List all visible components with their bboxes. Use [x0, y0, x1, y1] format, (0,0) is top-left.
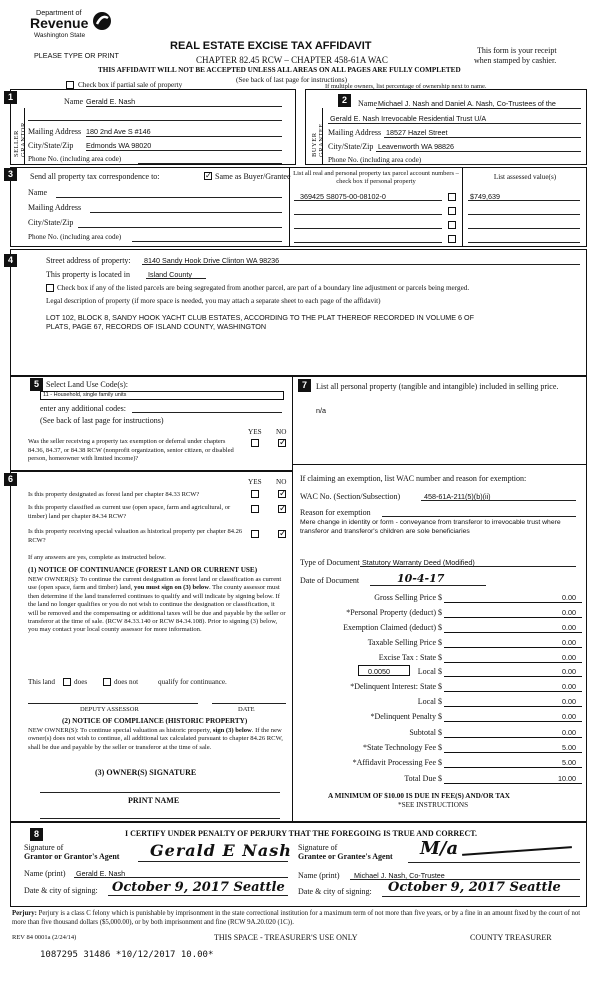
- s5-yes-header: YES: [248, 428, 262, 436]
- s6-q1-no-checkbox[interactable]: [278, 490, 286, 498]
- county-value[interactable]: Island County: [148, 270, 192, 279]
- same-as-buyer-checkbox[interactable]: ✓: [205, 171, 212, 180]
- cashier-stamp: 1087295 31486 *10/12/2017 10.00*: [40, 950, 214, 960]
- grantee-date-value[interactable]: October 9, 2017 Seattle: [388, 880, 561, 895]
- s3-city-label: City/State/Zip: [28, 218, 74, 227]
- perjury-label: Perjury:: [12, 910, 37, 917]
- revenue-logo: [30, 8, 110, 44]
- send-correspondence-label: Send all property tax correspondence to:: [30, 172, 160, 181]
- s6-q1-yes-checkbox[interactable]: [251, 490, 259, 498]
- doc-type-value[interactable]: Statutory Warranty Deed (Modified): [362, 558, 475, 567]
- parcel-personal-checkbox-3[interactable]: [448, 221, 456, 229]
- tax-row: [300, 741, 582, 752]
- land-use-code-value: 11 - Household, single family units: [43, 392, 127, 398]
- tax-row: [300, 651, 582, 662]
- certify-statement: I CERTIFY UNDER PENALTY OF PERJURY THAT THE FOREGOING IS TRUE AND CORRECT.: [125, 829, 478, 838]
- grantee-date-label: Date & city of signing:: [298, 887, 372, 896]
- please-type: PLEASE TYPE OR PRINT: [34, 51, 119, 60]
- s6-no-header: NO: [276, 478, 287, 486]
- tax-row-label: Total Due $: [404, 774, 442, 783]
- tax-row: [300, 665, 582, 676]
- s5-exemption-question: Was the seller receiving a property tax exemption or deferral under chapters 84.36, 84.37, or 84.38 RCW (nonprofit organization, senior citizen, or disabled person, homeowner with limited income)?: [28, 438, 234, 462]
- grantee-mail-label: Mailing Address: [328, 128, 382, 137]
- segregated-label: Check box if any of the listed parcels are being segregated from another parcel, are part of a boundary line adjustment or parcels being merged.: [57, 284, 470, 292]
- parcel-personal-checkbox-4[interactable]: [448, 235, 456, 243]
- tax-row-label: *Personal Property (deduct) $: [346, 608, 442, 617]
- parcel-personal-checkbox-1[interactable]: [448, 193, 456, 201]
- tax-row-value[interactable]: 0.00: [562, 682, 576, 691]
- tax-row-value[interactable]: 0.00: [562, 593, 576, 602]
- s6-q2-no-checkbox[interactable]: [278, 505, 286, 513]
- s6-q1-no-check: ✓: [279, 488, 287, 498]
- form-warning: THIS AFFIDAVIT WILL NOT BE ACCEPTED UNLESS ALL AREAS ON ALL PAGES ARE FULLY COMPLETED: [98, 66, 461, 74]
- grantee-phone-label: Phone No. (including area code): [328, 156, 422, 164]
- tax-row-line: [444, 602, 582, 603]
- grantor-sig-label-1: Signature of: [24, 843, 64, 852]
- grantee-print-value[interactable]: Michael J. Nash, Co-Trustee: [354, 871, 445, 880]
- reason-value[interactable]: Mere change in identity or form - conveyance from transferor to irrevocable trust where transferor and transferor's children are sole beneficiaries: [300, 519, 561, 535]
- land-does-checkbox[interactable]: [63, 678, 71, 686]
- parcel-header: List all real and personal property tax parcel account numbers – check box if personal property: [293, 170, 459, 185]
- grantor-city-value[interactable]: Edmonds WA 98020: [86, 141, 152, 150]
- personal-property-label: List all personal property (tangible and intangible) included in selling price.: [316, 382, 559, 391]
- tax-row-line: [444, 676, 582, 677]
- s6-q1: Is this property designated as forest land per chapter 84.33 RCW?: [28, 491, 200, 498]
- tax-row: [300, 621, 582, 632]
- tax-row-line: [444, 632, 582, 633]
- segregated-checkbox[interactable]: [46, 284, 54, 292]
- tax-row-label: *Delinquent Penalty $: [370, 712, 442, 721]
- tax-row-line: [444, 662, 582, 663]
- tax-row-line: [444, 737, 582, 738]
- s5-no-checkbox[interactable]: [278, 439, 286, 447]
- s6-yes-header: YES: [248, 478, 262, 486]
- tax-row-line: [444, 691, 582, 692]
- grantor-date-value[interactable]: October 9, 2017 Seattle: [112, 880, 285, 895]
- tax-row-label: *State Technology Fee $: [362, 743, 442, 752]
- form-chapter: CHAPTER 82.45 RCW – CHAPTER 458-61A WAC: [196, 55, 388, 65]
- tax-row-line: [444, 752, 582, 753]
- compliance-text-c: . If the new owner(s) does not wish to continue, all additional tax calculated pursuant to chapter 84.26 RCW, shall be due and payable by the seller or transferor at the time of sale.: [28, 727, 283, 751]
- section-7-number: 7: [298, 379, 311, 392]
- grantee-name-value-1[interactable]: Michael J. Nash and Daniel A. Nash, Co-Trustees of the: [378, 99, 556, 108]
- tax-row-line: [444, 721, 582, 722]
- tax-row-value[interactable]: 0.00: [562, 638, 576, 647]
- s3-mail-label: Mailing Address: [28, 203, 82, 212]
- treasurer-space: THIS SPACE - TREASURER'S USE ONLY: [214, 933, 358, 942]
- tax-row-value[interactable]: 0.00: [562, 653, 576, 662]
- s5-yes-checkbox[interactable]: [251, 439, 259, 447]
- compliance-text-b: sign (3) below: [212, 727, 252, 734]
- s5-no-check: ✓: [279, 437, 287, 447]
- form-title: REAL ESTATE EXCISE TAX AFFIDAVIT: [170, 40, 372, 52]
- section-4-number: 4: [4, 254, 17, 267]
- partial-sale-label: Check box if partial sale of property: [78, 81, 183, 89]
- tax-rows: [300, 591, 582, 781]
- deputy-assessor-label: DEPUTY ASSESSOR: [80, 706, 139, 713]
- grantee-mail-value[interactable]: 18527 Hazel Street: [386, 128, 448, 137]
- grantee-city-label: City/State/Zip: [328, 142, 374, 151]
- doc-type-label: Type of Document: [300, 558, 360, 567]
- grantor-print-label: Name (print): [24, 869, 66, 878]
- street-value[interactable]: 8140 Sandy Hook Drive Clinton WA 98236: [144, 256, 280, 265]
- continuance-text: [28, 576, 286, 635]
- perjury-text: Perjury is a class C felony which is punishable by imprisonment in the state correctional institution for a maximum term of not more than five years, or by a fine in an amount fixed by the court of not more than five thousand dollars ($5,000.00), or by both imprisonment and fine (RCW 9A.20.020 (1C)).: [12, 910, 581, 926]
- personal-property-value[interactable]: n/a: [316, 406, 326, 415]
- doc-date-value[interactable]: 10-4-17: [397, 572, 445, 585]
- compliance-title: (2) NOTICE OF COMPLIANCE (HISTORIC PROPERTY): [62, 717, 248, 725]
- tax-row-value[interactable]: 0.00: [562, 667, 576, 676]
- grantor-print-value[interactable]: Gerald E. Nash: [76, 869, 126, 878]
- claim-exemption-label: If claiming an exemption, list WAC number and reason for exemption:: [300, 474, 527, 483]
- seller-grantor-label: SELLER: [13, 130, 20, 157]
- print-name-label: PRINT NAME: [128, 796, 180, 805]
- continuance-title: (1) NOTICE OF CONTINUANCE (FOREST LAND OR CURRENT USE): [28, 566, 258, 574]
- s6-q3-no-checkbox[interactable]: [278, 530, 286, 538]
- parcel-personal-checkbox-2[interactable]: [448, 207, 456, 215]
- s6-q2-yes-checkbox[interactable]: [251, 505, 259, 513]
- owner-signature-label: (3) OWNER(S) SIGNATURE: [95, 768, 197, 777]
- perjury-notice: [12, 910, 588, 927]
- tax-row-label: Gross Selling Price $: [374, 593, 442, 602]
- compliance-text-a: NEW OWNER(S): To continue special valuation as historic property,: [28, 727, 212, 734]
- grantor-name-label: Name: [64, 97, 84, 106]
- assessor-date-label: DATE: [238, 706, 255, 713]
- grantor-date-label: Date & city of signing:: [24, 886, 98, 895]
- grantor-city-label: City/State/Zip: [28, 141, 74, 150]
- grantor-sig-label-2: Grantor or Grantor's Agent: [24, 852, 120, 861]
- logo-state: Washington State: [34, 32, 86, 39]
- s6-q3: Is this property receiving special valuation as historical property per chapter 84.26 RCW?: [28, 528, 243, 544]
- land-use-label: Select Land Use Code(s):: [46, 380, 128, 389]
- grantee-city-value[interactable]: Leavenworth WA 98826: [378, 142, 455, 151]
- land-does-not-label: does not: [114, 678, 139, 686]
- grantor-mail-label: Mailing Address: [28, 127, 82, 136]
- tax-row: [300, 591, 582, 602]
- s5-see-back: (See back of last page for instructions): [40, 416, 164, 425]
- logo-dept-line: Department of: [36, 8, 82, 17]
- tax-row: [300, 695, 582, 706]
- logo-swoosh-icon: [92, 10, 112, 32]
- grantor-signature[interactable]: Gerald E Nash: [150, 841, 292, 860]
- doc-date-label: Date of Document: [300, 576, 360, 585]
- grantee-sig-label-2: Grantee or Grantee's Agent: [298, 852, 393, 861]
- tax-row-line: [444, 647, 582, 648]
- section-1-number: 1: [4, 91, 17, 104]
- section-8-number: 8: [30, 828, 43, 841]
- tax-row-value[interactable]: 0.00: [562, 697, 576, 706]
- assessed-value[interactable]: $749,639: [470, 192, 500, 201]
- grantor-name-value[interactable]: Gerald E. Nash: [86, 97, 136, 106]
- minimum-due-note: A MINIMUM OF $10.00 IS DUE IN FEE(S) AND/OR TAX: [328, 792, 510, 800]
- local-rate-value: 0.0050: [368, 667, 390, 676]
- tax-row: [300, 710, 582, 721]
- s3-phone-label: Phone No. (including area code): [28, 233, 122, 241]
- land-does-label: does: [74, 678, 88, 686]
- same-as-buyer-label: Same as Buyer/Grantee: [215, 172, 291, 181]
- wac-value[interactable]: 458-61A-211(5)(b)(ii): [424, 492, 491, 501]
- this-land-label: This land: [28, 678, 55, 686]
- street-label: Street address of property:: [46, 256, 131, 265]
- reason-label: Reason for exemption: [300, 508, 371, 517]
- parcel-number-value[interactable]: 369425 S8075-00-08102-0: [300, 192, 386, 201]
- rev-form-number: REV 84 0001a (2/24/14): [12, 934, 77, 941]
- tax-row-value[interactable]: 0.00: [562, 623, 576, 632]
- tax-row: [300, 726, 582, 737]
- receipt-line2: when stamped by cashier.: [474, 56, 557, 65]
- form-see-back: (See back of last page for instructions): [236, 76, 347, 84]
- tax-row-line: [444, 783, 582, 784]
- tax-row: [300, 756, 582, 767]
- tax-row-value[interactable]: 5.00: [562, 743, 576, 752]
- section-6-number: 6: [4, 473, 17, 486]
- tax-row-line: [444, 706, 582, 707]
- s6-q2: Is this property classified as current use (open space, farm and agricultural, or timber) land per chapter 84.34 RCW?: [28, 504, 231, 520]
- logo-revenue: Revenue: [30, 15, 89, 31]
- section-3-number: 3: [4, 168, 17, 181]
- tax-row-label: Taxable Selling Price $: [367, 638, 442, 647]
- partial-sale-checkbox[interactable]: [66, 81, 74, 89]
- tax-row-label: *Affidavit Processing Fee $: [352, 758, 442, 767]
- grantee-sig-label-1: Signature of: [298, 843, 338, 852]
- grantee-print-label: Name (print): [298, 871, 340, 880]
- tax-row-line: [444, 617, 582, 618]
- tax-row-label: Excise Tax : State $: [378, 653, 442, 662]
- tax-row: [300, 636, 582, 647]
- legal-label: Legal description of property (if more space is needed, you may attach a separate sheet to each page of the affidavit): [46, 297, 381, 305]
- s5-no-header: NO: [276, 428, 287, 436]
- tax-row-label: Local $: [417, 697, 442, 706]
- s3-name-label: Name: [28, 188, 48, 197]
- assessed-header: List assessed value(s): [493, 173, 557, 181]
- located-label: This property is located in: [46, 270, 130, 279]
- tax-row-value[interactable]: 0.00: [562, 728, 576, 737]
- s6-if-yes: If any answers are yes, complete as instructed below.: [28, 554, 166, 561]
- tax-row-value[interactable]: 0.00: [562, 712, 576, 721]
- continuance-text-c: . The county assessor must then determine if the land transferred continues to qualify and will indicate by signing below. If the land no longer qualifies or you do not wish to continue the designation or classification, it will be removed and the compensating or additional taxes will be due and payable by the seller or transferor at the time of sale. (RCW 84.33.140 or RCW 84.34.108). Prior to signing (3) below, you may contact your local county assessor for more information.: [28, 584, 286, 634]
- grantee-name-label: Name: [358, 99, 378, 108]
- s6-q2-no-check: ✓: [279, 503, 287, 513]
- see-instructions: *SEE INSTRUCTIONS: [398, 801, 469, 809]
- section-5-number: 5: [30, 378, 43, 391]
- tax-row: [300, 606, 582, 617]
- tax-row-label: Subtotal $: [409, 728, 442, 737]
- tax-row-value[interactable]: 10.00: [558, 774, 576, 783]
- tax-row: [300, 680, 582, 691]
- s6-q3-no-check: ✓: [279, 528, 287, 538]
- buyer-grantee-label: BUYER: [311, 132, 318, 157]
- legal-desc-2[interactable]: PLATS, PAGE 67, RECORDS OF ISLAND COUNTY, WASHINGTON: [46, 322, 267, 331]
- tax-row-label: Local $: [417, 667, 442, 676]
- compliance-text: [28, 727, 286, 752]
- county-treasurer: COUNTY TREASURER: [470, 933, 552, 942]
- tax-row: [300, 772, 582, 783]
- tax-row-label: *Delinquent Interest: State $: [350, 682, 442, 691]
- section-2-number: 2: [338, 94, 351, 107]
- tax-row-label: Exemption Claimed (deduct) $: [343, 623, 442, 632]
- land-does-not-checkbox[interactable]: [103, 678, 111, 686]
- receipt-line1: This form is your receipt: [477, 46, 557, 55]
- s6-q3-yes-checkbox[interactable]: [251, 530, 259, 538]
- multiple-owners-note: If multiple owners, list percentage of ownership next to name.: [325, 83, 487, 90]
- continuance-text-b: you must sign on (3) below: [134, 584, 209, 592]
- grantee-name-value-2[interactable]: Gerald E. Nash Irrevocable Residential Trust U/A: [330, 114, 487, 123]
- wac-label: WAC No. (Section/Subsection): [300, 492, 401, 501]
- tax-row-value[interactable]: 0.00: [562, 608, 576, 617]
- grantor-phone-label: Phone No. (including area code): [28, 155, 122, 163]
- tax-row-value[interactable]: 5.00: [562, 758, 576, 767]
- grantee-signature[interactable]: M/a: [420, 838, 459, 859]
- legal-desc-1[interactable]: LOT 102, BLOCK 8, SANDY HOOK YACHT CLUB ESTATES, ACCORDING TO THE PLAT THEREOF RECORDED IN VOLUME 6 OF: [46, 313, 475, 322]
- continuance-text-a: NEW OWNER(S): To continue the current designation as forest land or classification as current use (open space, farm and timber) land,: [28, 576, 282, 592]
- qualify-label: qualify for continuance.: [158, 678, 227, 686]
- tax-row-line: [444, 767, 582, 768]
- grantor-mail-value[interactable]: 180 2nd Ave S #146: [86, 127, 151, 136]
- additional-codes-label: enter any additional codes:: [40, 404, 126, 413]
